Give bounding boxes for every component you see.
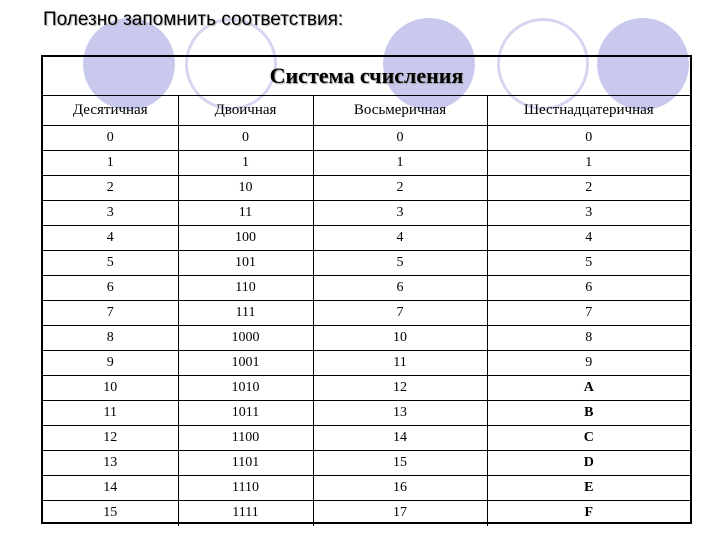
table-row	[43, 476, 690, 501]
decimal-cell: 11	[43, 401, 178, 426]
decimal-cell: 8	[43, 326, 178, 351]
octal-cell: 2	[313, 176, 487, 201]
decimal-cell: 0	[43, 126, 178, 151]
table-row	[43, 251, 690, 276]
octal-cell: 4	[313, 226, 487, 251]
octal-cell: 6	[313, 276, 487, 301]
hex-cell: 5	[487, 251, 690, 276]
hex-cell: C	[487, 426, 690, 451]
table-row	[43, 401, 690, 426]
table-row	[43, 426, 690, 451]
header-octal: Восьмеричная	[313, 96, 487, 126]
octal-cell: 7	[313, 301, 487, 326]
binary-cell: 1011	[178, 401, 313, 426]
table-row	[43, 326, 690, 351]
octal-cell: 16	[313, 476, 487, 501]
table-row	[43, 351, 690, 376]
decimal-cell: 9	[43, 351, 178, 376]
binary-cell: 1001	[178, 351, 313, 376]
hex-cell: 9	[487, 351, 690, 376]
octal-cell: 15	[313, 451, 487, 476]
octal-cell: 3	[313, 201, 487, 226]
hex-cell: B	[487, 401, 690, 426]
binary-cell: 10	[178, 176, 313, 201]
table-header-row	[43, 96, 690, 126]
hex-cell: D	[487, 451, 690, 476]
decimal-cell: 5	[43, 251, 178, 276]
hex-cell: F	[487, 501, 690, 526]
hex-cell: E	[487, 476, 690, 501]
table-row	[43, 151, 690, 176]
table-row	[43, 226, 690, 251]
header-binary: Двоичная	[178, 96, 313, 126]
decimal-cell: 2	[43, 176, 178, 201]
binary-cell: 1010	[178, 376, 313, 401]
table-row	[43, 176, 690, 201]
decimal-cell: 7	[43, 301, 178, 326]
decimal-cell: 1	[43, 151, 178, 176]
octal-cell: 12	[313, 376, 487, 401]
slide-title: Полезно запомнить соответствия:	[43, 9, 344, 30]
hex-cell: 0	[487, 126, 690, 151]
decimal-cell: 12	[43, 426, 178, 451]
binary-cell: 0	[178, 126, 313, 151]
octal-cell: 14	[313, 426, 487, 451]
decimal-cell: 14	[43, 476, 178, 501]
binary-cell: 1100	[178, 426, 313, 451]
hex-cell: 7	[487, 301, 690, 326]
binary-cell: 111	[178, 301, 313, 326]
table-frame	[41, 55, 692, 524]
octal-cell: 13	[313, 401, 487, 426]
octal-cell: 1	[313, 151, 487, 176]
binary-cell: 1101	[178, 451, 313, 476]
hex-cell: 8	[487, 326, 690, 351]
decimal-cell: 10	[43, 376, 178, 401]
table-body	[43, 126, 690, 526]
binary-cell: 1111	[178, 501, 313, 526]
table-row	[43, 451, 690, 476]
header-decimal: Десятичная	[43, 96, 178, 126]
octal-cell: 10	[313, 326, 487, 351]
octal-cell: 0	[313, 126, 487, 151]
binary-cell: 100	[178, 226, 313, 251]
table-caption: Система счисления	[269, 63, 464, 88]
table-row	[43, 126, 690, 151]
hex-cell: 6	[487, 276, 690, 301]
table-row	[43, 301, 690, 326]
binary-cell: 1000	[178, 326, 313, 351]
binary-cell: 1	[178, 151, 313, 176]
binary-cell: 101	[178, 251, 313, 276]
number-systems-table	[43, 95, 690, 526]
octal-cell: 5	[313, 251, 487, 276]
table-row	[43, 201, 690, 226]
octal-cell: 11	[313, 351, 487, 376]
octal-cell: 17	[313, 501, 487, 526]
table-row	[43, 501, 690, 526]
decimal-cell: 13	[43, 451, 178, 476]
hex-cell: 2	[487, 176, 690, 201]
binary-cell: 1110	[178, 476, 313, 501]
hex-cell: 1	[487, 151, 690, 176]
hex-cell: 4	[487, 226, 690, 251]
decimal-cell: 3	[43, 201, 178, 226]
decimal-cell: 6	[43, 276, 178, 301]
header-hexadecimal: Шестнадцатеричная	[487, 96, 690, 126]
decimal-cell: 4	[43, 226, 178, 251]
table-row	[43, 276, 690, 301]
binary-cell: 11	[178, 201, 313, 226]
hex-cell: 3	[487, 201, 690, 226]
hex-cell: A	[487, 376, 690, 401]
table-row	[43, 376, 690, 401]
binary-cell: 110	[178, 276, 313, 301]
decimal-cell: 15	[43, 501, 178, 526]
